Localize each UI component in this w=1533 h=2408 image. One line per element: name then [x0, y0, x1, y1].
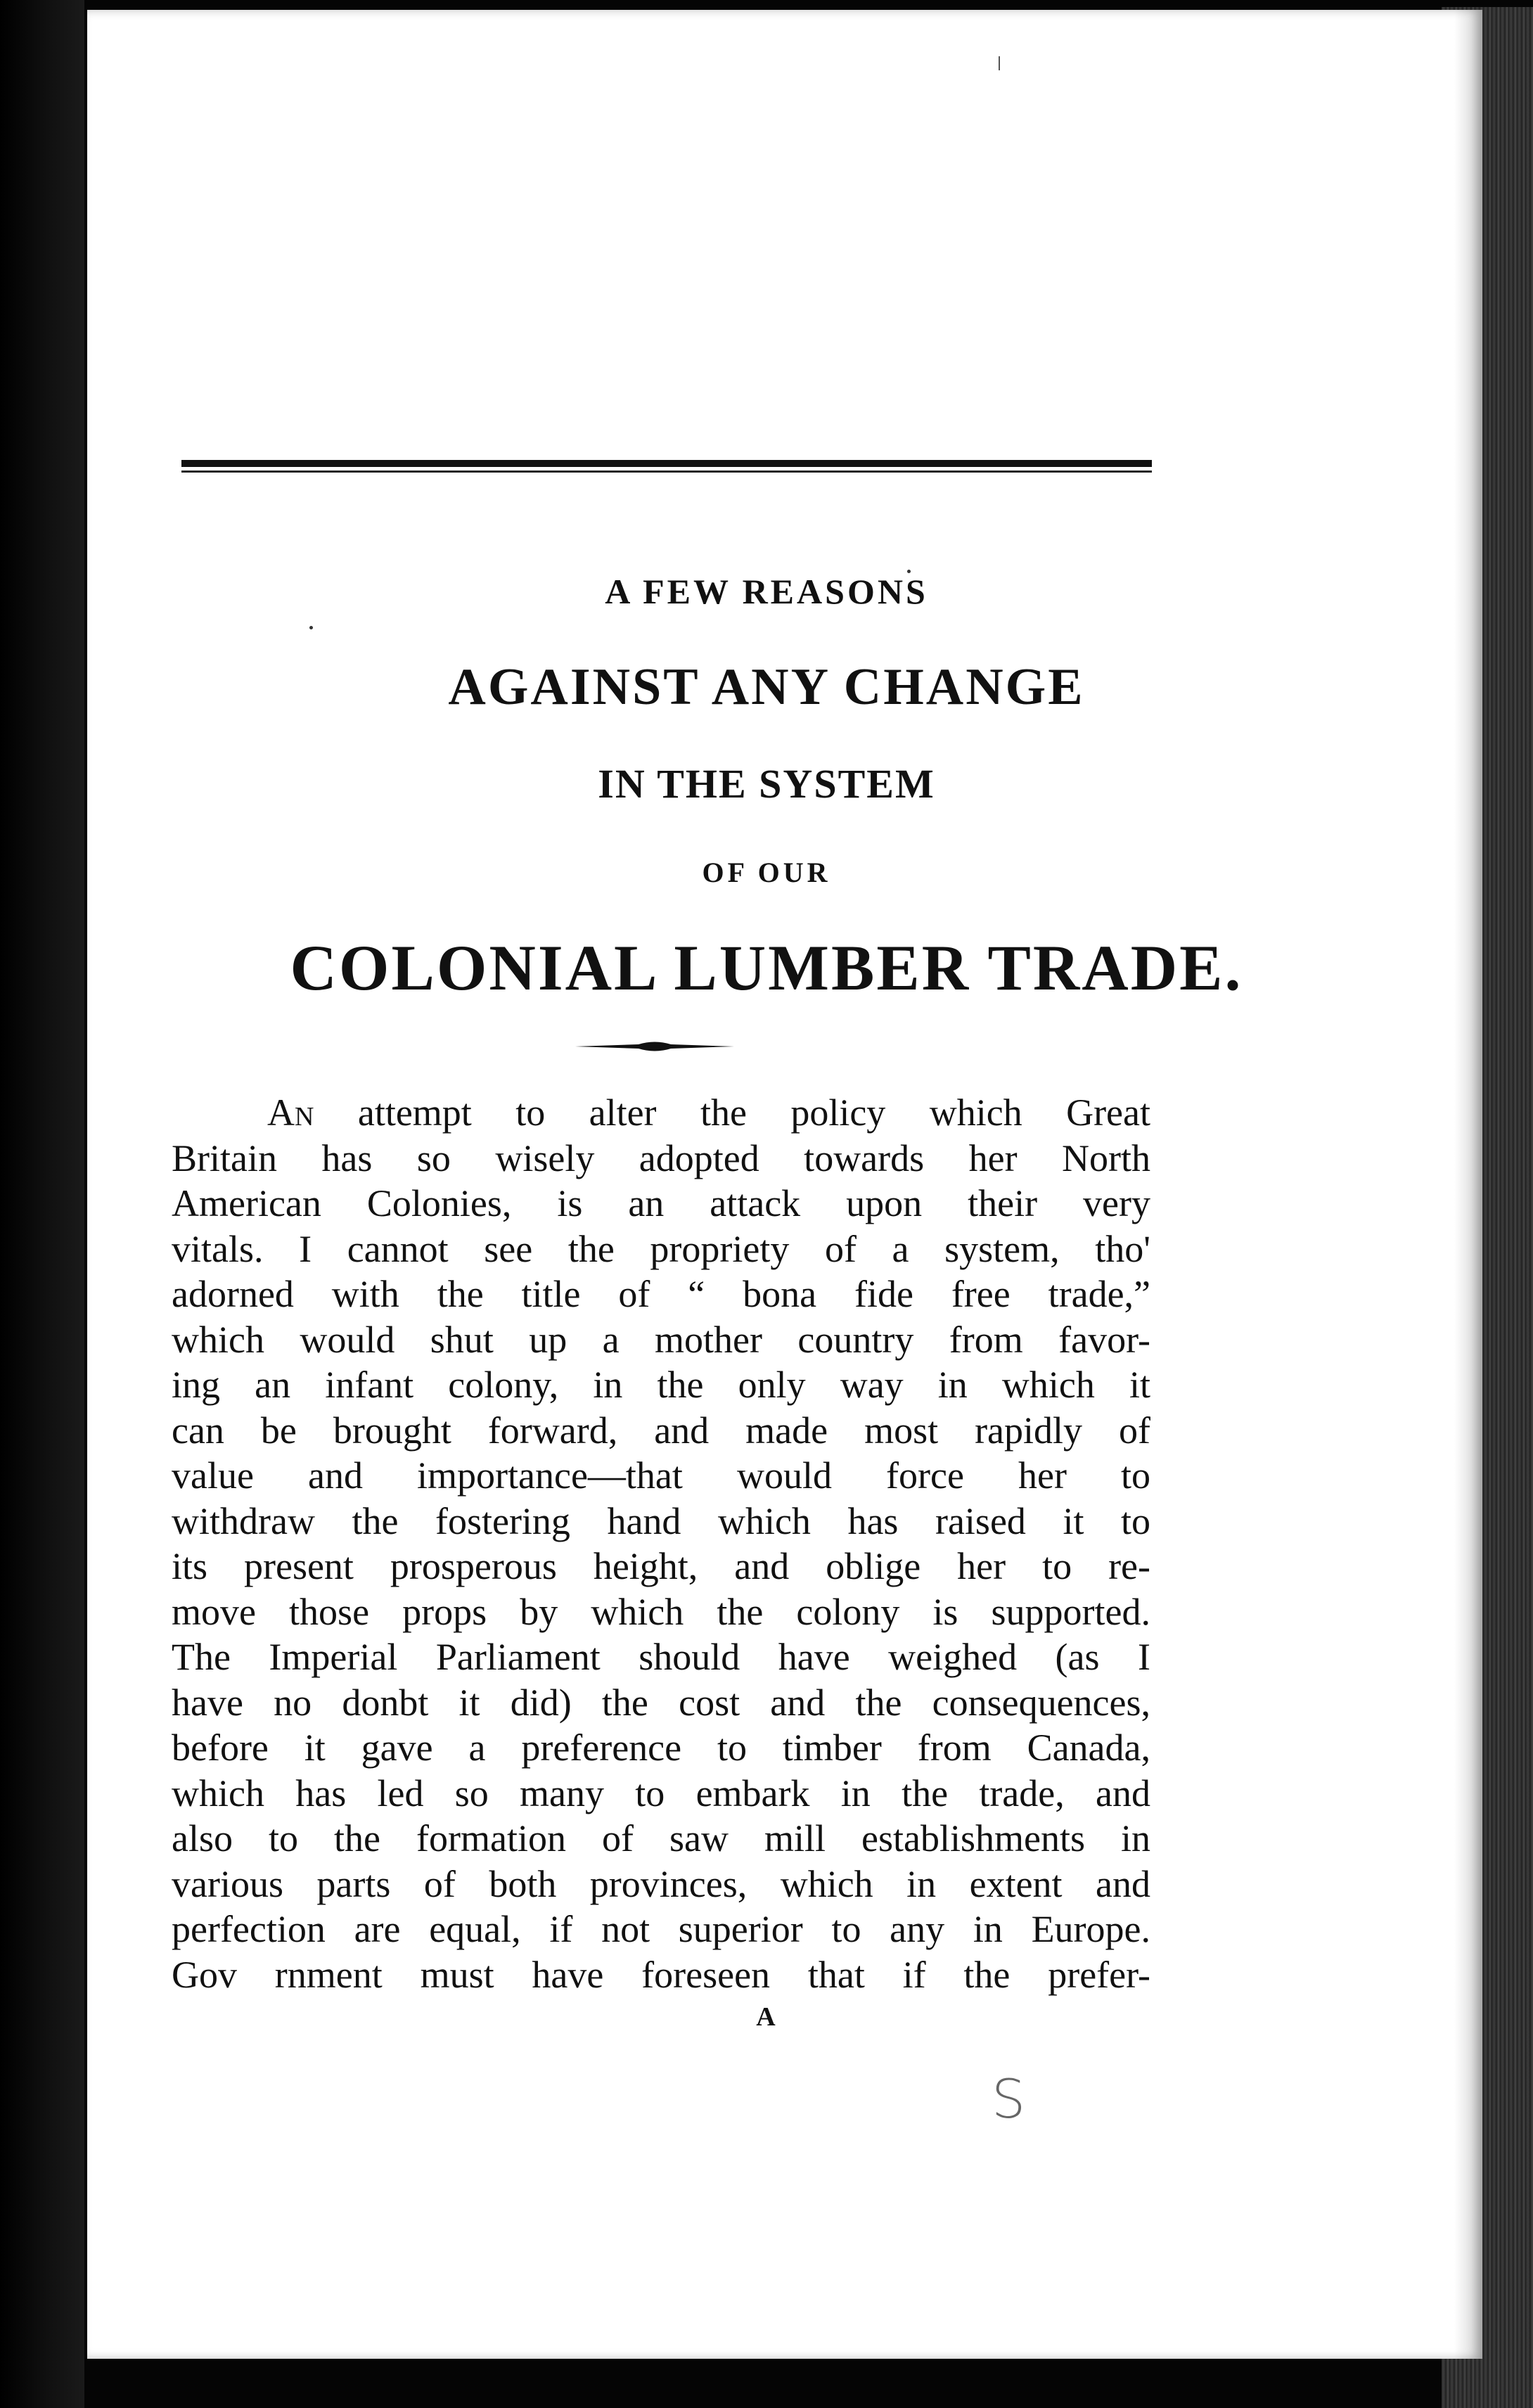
text-line: An attempt to alter the policy which Great — [267, 1091, 1150, 1134]
text-line: Gov rnment must have foreseen that if the prefer- — [172, 1953, 1150, 1996]
title-line-3: IN THE SYSTEM — [598, 761, 935, 807]
drop-word: An — [267, 1091, 314, 1134]
speck — [309, 626, 313, 629]
title-line-2: AGAINST ANY CHANGE — [448, 658, 1085, 716]
title-line-5: COLONIAL LUMBER TRADE. — [290, 932, 1243, 1004]
text-line: value and importance—that would force her to — [172, 1454, 1150, 1497]
title-line-4: OF OUR — [702, 857, 831, 888]
text-line: adorned with the title of “ bona fide free trade,” — [172, 1273, 1150, 1315]
text-line: which would shut up a mother country from favor- — [172, 1318, 1150, 1361]
text-line: also to the formation of saw mill establishments in — [172, 1817, 1150, 1859]
text-line: can be brought forward, and made most rapidly of — [172, 1409, 1150, 1452]
signature-mark: A — [756, 2002, 777, 2032]
text-line: The Imperial Parliament should have weighed (as I — [172, 1636, 1150, 1678]
text-line: American Colonies, is an attack upon their very — [172, 1182, 1150, 1224]
header-thick-rule — [181, 460, 1152, 467]
text-line: move those props by which the colony is supported. — [172, 1590, 1150, 1633]
text-line: before it gave a preference to timber from Canada, — [172, 1727, 1150, 1769]
pencil-annotation: S — [992, 2068, 1026, 2130]
text-line: have no donbt it did) the cost and the consequences, — [172, 1681, 1150, 1724]
binding-shadow — [0, 0, 84, 2408]
text-line: its present prosperous height, and oblige her to re- — [172, 1545, 1150, 1587]
title-line-1: A FEW REASONS — [605, 572, 928, 611]
text-line: withdraw the fostering hand which has raised it to — [172, 1499, 1150, 1542]
ornamental-dash-icon — [575, 1039, 734, 1054]
text-line: various parts of both provinces, which in extent and — [172, 1862, 1150, 1905]
text-line: vitals. I cannot see the propriety of a system, tho' — [172, 1227, 1150, 1270]
text-line: which has led so many to embark in the trade, and — [172, 1772, 1150, 1814]
body-paragraph — [172, 1090, 1150, 1997]
header-thin-rule — [181, 470, 1152, 473]
text-line: ing an infant colony, in the only way in which it — [172, 1364, 1150, 1406]
text-line: Britain has so wisely adopted towards her North — [172, 1136, 1150, 1179]
text-line: perfection are equal, if not superior to any in Europe. — [172, 1908, 1150, 1950]
pencil-tick — [999, 56, 1000, 70]
